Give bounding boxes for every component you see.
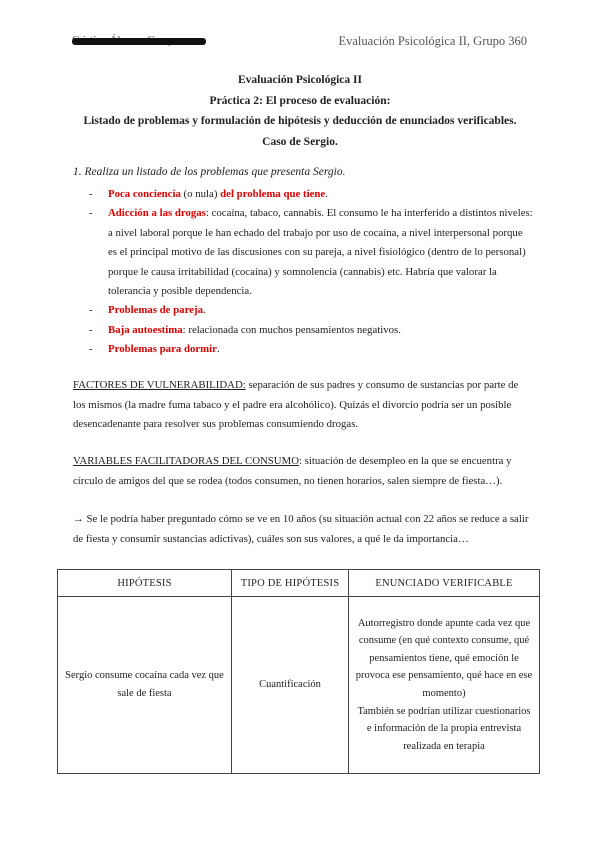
header-hypothesis-type: TIPO DE HIPÓTESIS — [232, 570, 349, 597]
vulnerability-paragraph — [73, 376, 531, 435]
title-line-4: Caso de Sergio. — [262, 135, 338, 148]
problem-text: (o nula) — [180, 188, 221, 200]
problem-text: . — [325, 188, 328, 200]
list-item: - Adicción a las drogas: cocaína, tabaco, cannabis. El consumo le ha interferido a distintos niveles: a nivel laboral porque le han echado del trabajo por uso de cocaína, a nivel interpersonal porque es el principal motivo de las discusiones con su pareja, a nivel fisiológico (dentro de lo personal) porque le causa irritabilidad (cocaína) y somnolencia (cannabis) etc. Habría que valorar la tolerancia y posible dependencia. — [89, 207, 533, 298]
statement-line-1: Autorregistro donde apunte cada vez que consume (en qué contexto consume, qué pensamientos tiene, qué emoción le provoca ese pensamiento, qué hace en ese momento) — [355, 617, 533, 699]
problem-title: Problemas de pareja — [108, 304, 203, 317]
redaction-bar — [72, 38, 206, 45]
list-item: - Problemas de pareja. — [89, 304, 206, 317]
problem-title: Poca conciencia — [108, 188, 181, 200]
cell-verifiable-statement — [349, 597, 540, 774]
problem-title: Problemas para dormir — [108, 343, 217, 356]
hypothesis-table — [57, 569, 540, 774]
title-line-2: Práctica 2: El proceso de evaluación: — [209, 94, 391, 107]
title-line-3: Listado de problemas y formulación de hipótesis y deducción de enunciados verificables. — [83, 115, 517, 127]
facilitators-paragraph — [73, 452, 531, 491]
statement-line-2: También se podrían utilizar cuestionarios e información de la propia entrevista realizada en terapia — [357, 705, 531, 752]
problem-title: Adicción a las drogas — [108, 207, 206, 220]
problem-text: . — [216, 343, 220, 356]
problem-title: Baja autoestima — [108, 323, 183, 336]
problem-list — [73, 185, 533, 360]
cell-hypothesis: Sergio consume cocaína cada vez que sale de fiesta — [58, 597, 232, 774]
list-item: - Baja autoestima: relacionada con muchos pensamientos negativos. — [89, 323, 401, 336]
header-verifiable-statement: ENUNCIADO VERIFICABLE — [349, 570, 540, 597]
vulnerability-label: FACTORES DE VULNERABILIDAD: — [73, 379, 246, 391]
problem-text: . — [202, 304, 206, 317]
facilitators-text: : situación de desempleo en la que se encuentra y círculo de amigos del que se rodea (todos consumen, no tienen horarios, salen siempre de fiesta…). — [73, 455, 512, 487]
question-1: 1. Realiza un listado de los problemas que presenta Sergio. — [73, 166, 346, 178]
list-item: - Poca conciencia (o nula) del problema que tiene. — [89, 188, 328, 200]
course-header: Evaluación Psicológica II, Grupo 360 — [338, 34, 527, 48]
table-header-row — [58, 570, 540, 597]
cell-hypothesis-type: Cuantificación — [232, 597, 349, 774]
author-name-redacted — [72, 36, 206, 48]
vulnerability-text: separación de sus padres y consumo de sustancias por parte de los mismos (la madre fuma tabaco y el padre era alcohólico). Quizás el divorcio podría ser un posible desencadenante para resolver sus problemas consumiendo drogas. — [73, 379, 519, 430]
problem-text: : relacionada con muchos pensamientos negativos. — [182, 323, 401, 336]
note-paragraph: → Se le podría haber preguntado cómo se ve en 10 años (su situación actual con 22 años se reduce a salir de fiesta y consumir sustancias adictivas), cuáles son sus valores, a qué le da importancia… — [73, 513, 529, 545]
problem-title: del problema que tiene — [220, 188, 326, 200]
problem-text: : cocaína, tabaco, cannabis. El consumo le ha interferido a distintos niveles: a nivel laboral porque le han echado del trabajo por uso de cocaína, a nivel interpersonal porque es el principal motivo de las discusiones con su pareja, a nivel fisiológico (dentro de lo personal) porque le causa irritabilidad (cocaína) y somnolencia (cannabis) etc. Habría que valorar la tolerancia y posible dependencia. — [108, 207, 533, 298]
title-line-1: Evaluación Psicológica II — [238, 74, 362, 86]
header-hypothesis: HIPÓTESIS — [58, 570, 232, 597]
table-row — [58, 597, 540, 774]
facilitators-label: VARIABLES FACILITADORAS DEL CONSUMO — [73, 455, 299, 467]
list-item: - Problemas para dormir. — [89, 343, 220, 356]
document-title-block — [60, 70, 540, 152]
